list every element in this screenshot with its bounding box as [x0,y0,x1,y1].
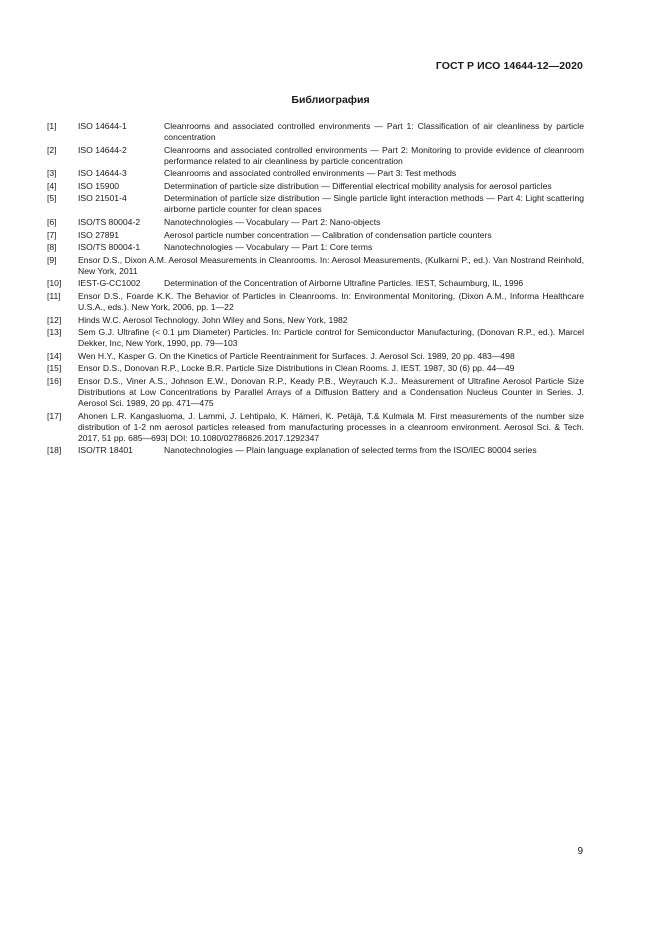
bibliography-entry [47,411,584,444]
entry-text: Ensor D.S., Foarde K.K. The Behavior of Particles in Cleanrooms. In: Environmental Monitoring, (Dixon A.M., Informa Healthcare U.S.A., eds.). New York, 2006, pp. 1—22 [78,290,584,312]
bibliography-entry [47,255,584,277]
bibliography-entry [47,327,584,349]
entry-number: [16] [47,375,62,386]
entry-number: [17] [47,410,62,421]
entry-code: ISO/TS 80004-1 [78,242,141,253]
entry-number: [14] [47,350,62,361]
bibliography-entry [47,376,584,409]
entry-code: ISO 21501-4 [78,193,127,204]
entry-code: ISO 14644-2 [78,144,127,155]
entry-number: [7] [47,229,57,240]
bibliography-entry [47,168,584,179]
bibliography-list [47,121,584,458]
bibliography-entry [47,181,584,192]
entry-text: Ensor D.S., Donovan R.P., Locke B.R. Particle Size Distributions in Clean Rooms. J. IEST. 1987, 30 (6) pp. 44—49 [78,363,515,374]
entry-code: ISO/TR 18401 [78,445,133,456]
entry-text: Nanotechnologies — Plain language explanation of selected terms from the ISO/IEC 80004 series [164,445,537,456]
bibliography-entry [47,217,584,228]
bibliography-title: Библиография [291,94,370,106]
bibliography-entry [47,145,584,167]
entry-text: Determination of the Concentration of Airborne Ultrafine Particles. IEST, Schaumburg, IL, 1996 [164,278,524,289]
entry-number: [11] [47,290,61,301]
entry-text: Ensor D.S., Viner A.S., Johnson E.W., Donovan R.P., Keady P.B., Weyrauch K.J.. Measurement of Ultrafine Aerosol Particle Size Distributions at Low Concentrations by Parallel Arrays of a Diffusion Battery and a Condensation Nucleus Counter in Series. J. Aerosol Sci. 1989, 20 pp. 471—475 [78,375,584,408]
entry-text: Determination of particle size distribution — Differential electrical mobility analysis for aerosol particles [164,180,552,191]
document-standard-id: ГОСТ Р ИСО 14644-12—2020 [435,60,583,72]
entry-text: Cleanrooms and associated controlled environments — Part 1: Classification of air cleanliness by particle concentration [164,121,584,142]
bibliography-entry [47,230,584,241]
bibliography-entry [47,242,584,253]
entry-number: [10] [47,278,62,289]
page-number: 9 [577,846,583,857]
entry-code: IEST-G-CC1002 [78,278,141,289]
entry-code: ISO 15900 [78,180,120,191]
entry-number: [3] [47,168,57,179]
entry-code: ISO 27891 [78,229,120,240]
entry-text: Hinds W.C. Aerosol Technology. John Wiley and Sons, New York, 1982 [78,314,348,325]
entry-code: ISO/TS 80004-2 [78,216,141,227]
bibliography-entry [47,121,584,143]
bibliography-entry [47,278,584,289]
entry-number: [2] [47,144,57,155]
entry-code: ISO 14644-1 [78,121,127,131]
entry-text: Wen H.Y., Kasper G. On the Kinetics of Particle Reentrainment for Surfaces. J. Aerosol Sci. 1989, 20 pp. 483—498 [78,350,515,361]
entry-number: [1] [47,121,57,131]
entry-number: [15] [47,363,62,374]
entry-text: Ahonen L.R. Kangasluoma, J. Lammi, J. Lehtipalo, K. Hämeri, K. Petäjä, T.& Kulmala M. First measurements of the number size distribution of 1-2 nm aerosol particles released from manufacturing processes in a cleanroom environment. Aerosol Sci. & Tech. 2017, 51 pp. 685—693| DOI: 10.1080/02786826.2017.1292347 [78,410,584,443]
bibliography-entry [47,445,584,456]
entry-number: [6] [47,216,57,227]
entry-text: Determination of particle size distribution — Single particle light interaction methods — Part 4: Light scattering airborne particle counter for clean spaces [164,193,584,215]
entry-number: [4] [47,180,57,191]
entry-number: [5] [47,193,57,204]
entry-number: [9] [47,254,57,265]
bibliography-entry [47,291,584,313]
entry-number: [8] [47,242,57,253]
entry-code: ISO 14644-3 [78,168,127,179]
entry-text: Cleanrooms and associated controlled environments — Part 2: Monitoring to provide evidence of cleanroom performance related to air cleanliness by particle concentration [164,144,584,166]
bibliography-entry [47,363,584,374]
entry-text: Sem G.J. Ultrafine (< 0.1 μm Diameter) Particles. In: Particle control for Semiconductor Manufacturing, (Donovan R.P., ed.). Marcel Dekker, Inc, New York, 1990, pp. 79—103 [78,327,584,349]
entry-number: [12] [47,314,62,325]
entry-text: Cleanrooms and associated controlled environments — Part 3: Test methods [164,168,457,179]
bibliography-entry [47,315,584,326]
bibliography-entry [47,193,584,215]
entry-number: [13] [47,327,62,338]
entry-text: Aerosol particle number concentration — Calibration of condensation particle counters [164,229,492,240]
entry-text: Nanotechnologies — Vocabulary — Part 2: Nano-objects [164,216,381,227]
entry-text: Nanotechnologies — Vocabulary — Part 1: Core terms [164,242,373,253]
entry-text: Ensor D.S., Dixon A.M. Aerosol Measurements in Cleanrooms. In: Aerosol Measurements, (Kulkarni P., ed.). Van Nostrand Reinhold, New York, 2011 [78,254,584,276]
entry-number: [18] [47,445,62,456]
bibliography-entry [47,351,584,362]
